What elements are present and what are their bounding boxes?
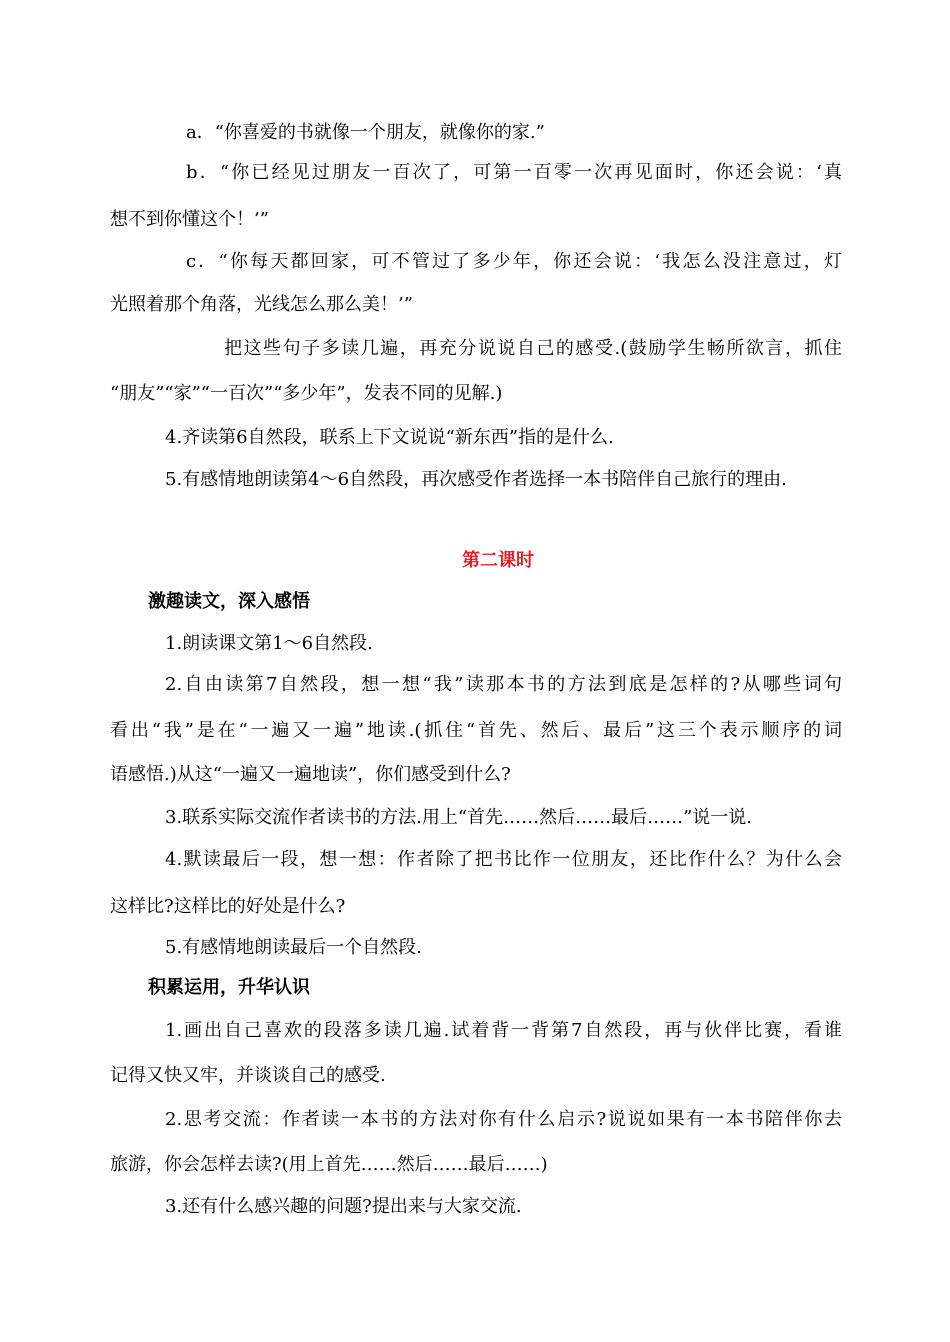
item-a-line: a．“你喜爱的书就像一个朋友，就像你的家.” xyxy=(186,122,545,143)
item-c-line-1: c．“你每天都回家，可不管过了多少年，你还会说：‘我怎么没注意过，灯 xyxy=(186,251,842,272)
list-item-1: 1.朗读课文第1～6自然段. xyxy=(165,633,373,654)
lesson-title: 第二课时 xyxy=(462,550,534,571)
list-item-4-line-1: 4.默读最后一段，想一想：作者除了把书比作一位朋友，还比作什么？为什么会 xyxy=(165,849,842,870)
list-item-2-line-2: 看出“我”是在“一遍又一遍”地读.(抓住“首先、然后、最后”这三个表示顺序的词 xyxy=(110,720,842,741)
activity-2-line-2: 旅游，你会怎样去读?(用上首先……然后……最后……) xyxy=(110,1154,548,1175)
item-b-line-2: 想不到你懂这个！’” xyxy=(110,209,269,230)
activity-2-line-1: 2.思考交流：作者读一本书的方法对你有什么启示?说说如果有一本书陪伴你去 xyxy=(165,1109,842,1130)
activity-3: 3.还有什么感兴趣的问题?提出来与大家交流. xyxy=(165,1196,522,1217)
item-5: 5.有感情地朗读第4～6自然段，再次感受作者选择一本书陪伴自己旅行的理由. xyxy=(165,469,787,490)
list-item-2-line-1: 2.自由读第7自然段，想一想“我”读那本书的方法到底是怎样的?从哪些词句 xyxy=(165,674,842,695)
section-heading-1: 激趣读文，深入感悟 xyxy=(148,591,310,612)
section-heading-2: 积累运用，升华认识 xyxy=(148,977,310,998)
activity-1-line-1: 1.画出自己喜欢的段落多读几遍.试着背一背第7自然段，再与伙伴比赛，看谁 xyxy=(165,1020,842,1041)
list-item-5: 5.有感情地朗读最后一个自然段. xyxy=(165,937,422,958)
item-c-line-2: 光照着那个角落，光线怎么那么美！’” xyxy=(110,294,413,315)
list-item-3: 3.联系实际交流作者读书的方法.用上“首先……然后……最后……”说一说. xyxy=(165,807,753,828)
list-item-2-line-3: 语感悟.)从这“一遍又一遍地读”，你们感受到什么? xyxy=(110,764,511,785)
instruction-line-1: 把这些句子多读几遍，再充分说说自己的感受.(鼓励学生畅所欲言，抓住 xyxy=(224,338,842,359)
item-b-line-1: b．“你已经见过朋友一百次了，可第一百零一次再见面时，你还会说：‘真 xyxy=(186,162,842,183)
list-item-4-line-2: 这样比?这样比的好处是什么? xyxy=(110,896,346,917)
instruction-line-2: “朋友”“家”“一百次”“多少年”，发表不同的见解.) xyxy=(110,383,503,404)
item-4: 4.齐读第6自然段，联系上下文说说“新东西”指的是什么. xyxy=(165,427,614,448)
activity-1-line-2: 记得又快又牢，并谈谈自己的感受. xyxy=(110,1065,386,1086)
